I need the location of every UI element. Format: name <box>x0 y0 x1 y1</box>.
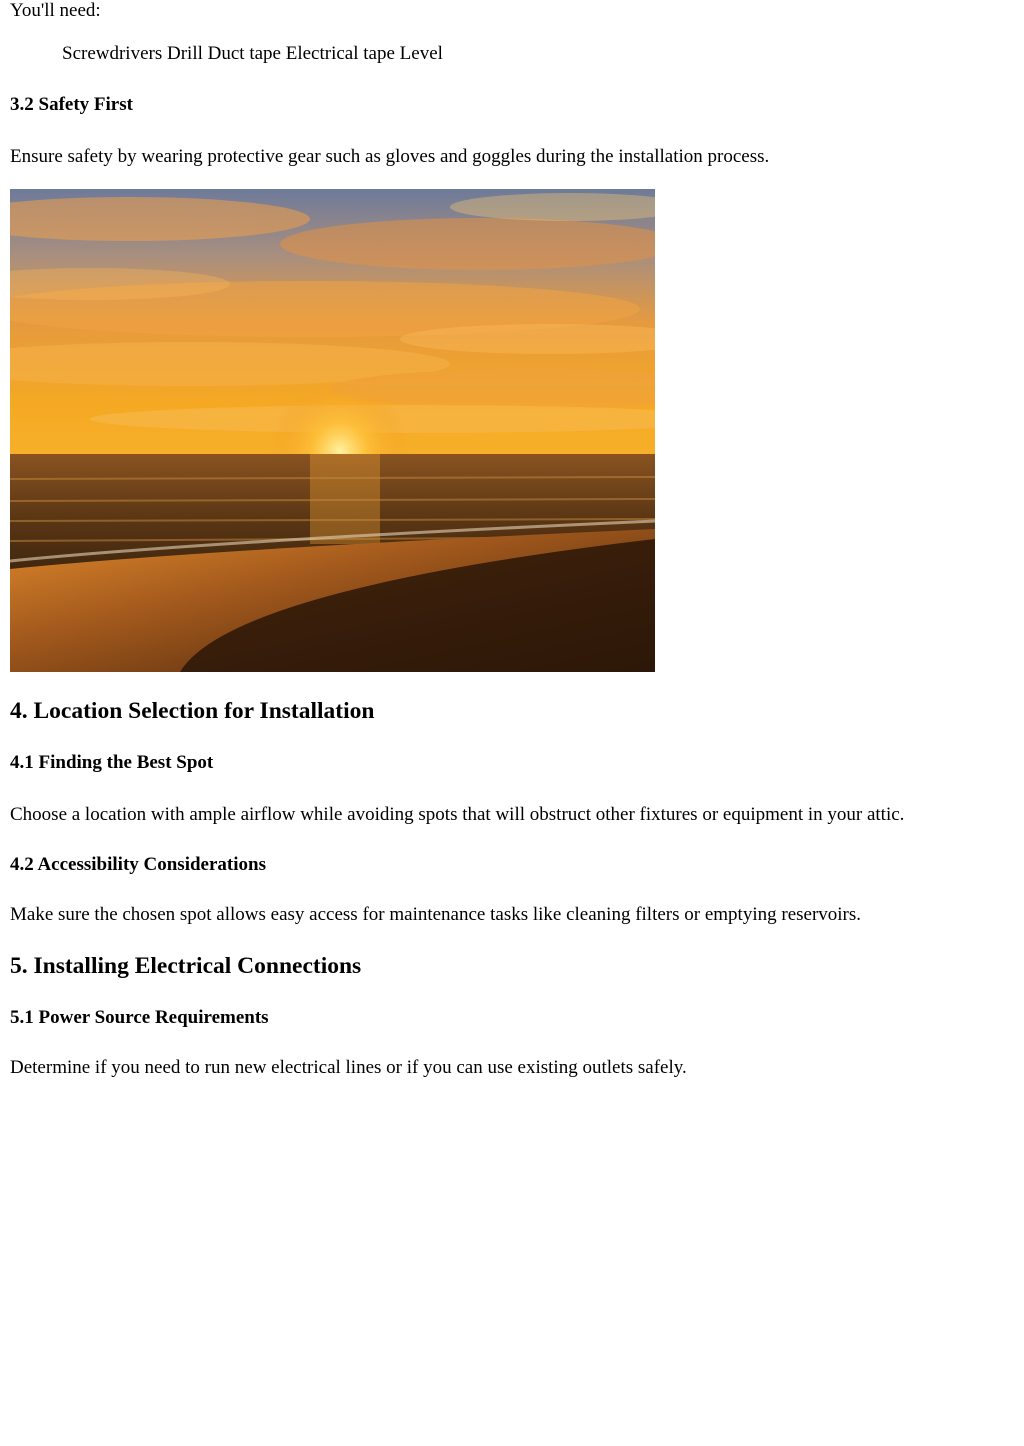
section-4-heading: 4. Location Selection for Installation <box>10 698 375 724</box>
section-4-1-heading: 4.1 Finding the Best Spot <box>10 752 214 773</box>
section-4-1-body: Choose a location with ample airflow while avoiding spots that will obstruct other fixtures or equipment in your attic. <box>10 804 905 825</box>
tool-item: Electrical tape <box>285 43 395 64</box>
section-3-2-heading: 3.2 Safety First <box>10 94 133 115</box>
section-5-1-body: Determine if you need to run new electrical lines or if you can use existing outlets safely. <box>10 1057 687 1078</box>
section-5-heading: 5. Installing Electrical Connections <box>10 953 362 979</box>
section-4-2-heading: 4.2 Accessibility Considerations <box>10 854 266 875</box>
section-3-2-body: Ensure safety by wearing protective gear such as gloves and goggles during the installation process. <box>10 146 770 167</box>
tool-item: Screwdrivers <box>62 43 163 64</box>
section-4-2-body: Make sure the chosen spot allows easy access for maintenance tasks like cleaning filters or emptying reservoirs. <box>10 904 862 925</box>
sunset-beach-photo <box>10 189 655 672</box>
tools-intro-label: You'll need: <box>10 0 101 21</box>
tool-item: Duct tape <box>207 43 281 64</box>
section-5-1-heading: 5.1 Power Source Requirements <box>10 1007 269 1028</box>
tools-list <box>62 43 443 65</box>
tool-item: Drill <box>167 43 203 64</box>
tool-item: Level <box>399 43 443 64</box>
